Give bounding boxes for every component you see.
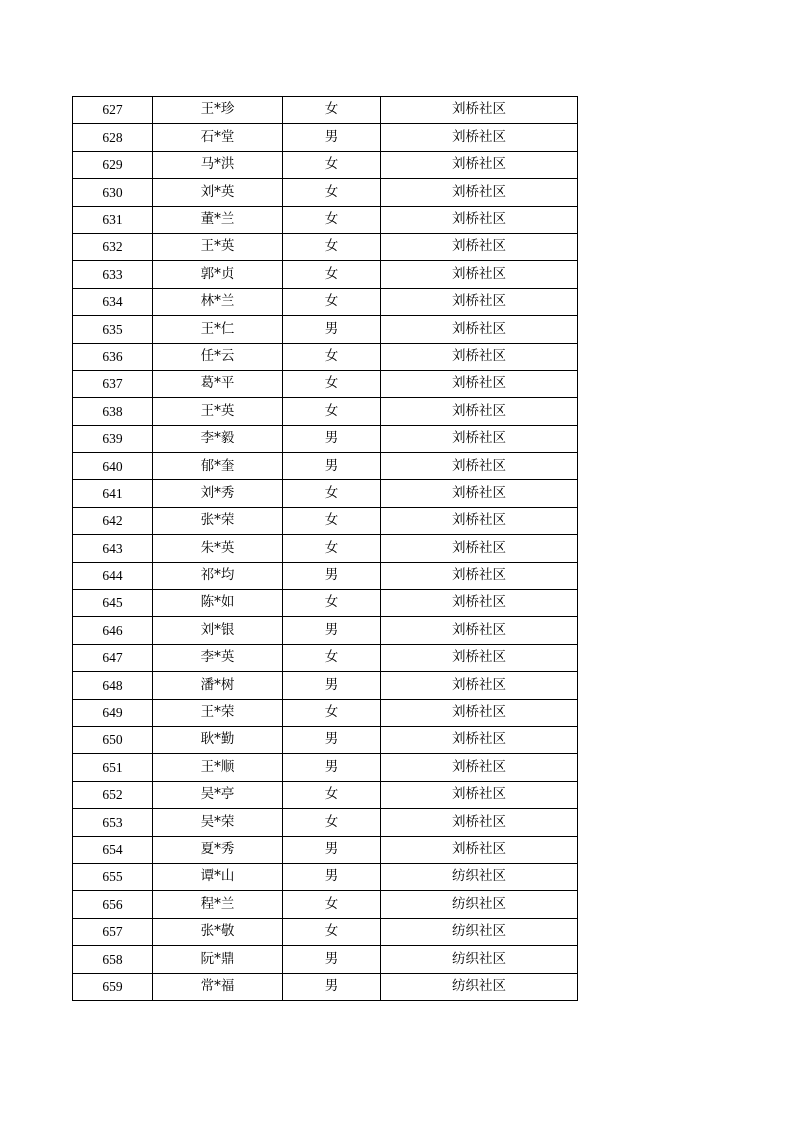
cell-community: 刘桥社区 — [381, 316, 578, 343]
cell-name: 张*荣 — [153, 507, 283, 534]
cell-community: 刘桥社区 — [381, 644, 578, 671]
cell-name: 王*荣 — [153, 699, 283, 726]
table-row — [73, 946, 578, 973]
cell-name: 吴*荣 — [153, 809, 283, 836]
cell-name: 王*仁 — [153, 316, 283, 343]
cell-community: 刘桥社区 — [381, 699, 578, 726]
cell-gender: 女 — [283, 97, 381, 124]
cell-name: 马*洪 — [153, 151, 283, 178]
table-row — [73, 891, 578, 918]
cell-name: 夏*秀 — [153, 836, 283, 863]
table-row — [73, 726, 578, 753]
cell-gender: 男 — [283, 617, 381, 644]
table-row — [73, 124, 578, 151]
cell-number: 647 — [73, 644, 153, 671]
cell-number: 651 — [73, 754, 153, 781]
cell-number: 641 — [73, 480, 153, 507]
cell-name: 郁*奎 — [153, 453, 283, 480]
cell-community: 刘桥社区 — [381, 781, 578, 808]
cell-community: 刘桥社区 — [381, 617, 578, 644]
cell-community: 刘桥社区 — [381, 453, 578, 480]
cell-community: 刘桥社区 — [381, 726, 578, 753]
table-row — [73, 507, 578, 534]
cell-gender: 女 — [283, 398, 381, 425]
table-row — [73, 672, 578, 699]
data-table — [72, 96, 578, 1001]
cell-gender: 女 — [283, 233, 381, 260]
cell-number: 655 — [73, 863, 153, 890]
cell-name: 王*顺 — [153, 754, 283, 781]
cell-name: 祁*均 — [153, 562, 283, 589]
cell-name: 刘*英 — [153, 179, 283, 206]
table-row — [73, 179, 578, 206]
cell-number: 649 — [73, 699, 153, 726]
table-row — [73, 918, 578, 945]
cell-community: 纺织社区 — [381, 946, 578, 973]
cell-number: 644 — [73, 562, 153, 589]
table-row — [73, 151, 578, 178]
cell-community: 刘桥社区 — [381, 836, 578, 863]
cell-gender: 女 — [283, 288, 381, 315]
cell-name: 王*珍 — [153, 97, 283, 124]
cell-community: 纺织社区 — [381, 973, 578, 1000]
cell-community: 刘桥社区 — [381, 562, 578, 589]
cell-community: 刘桥社区 — [381, 97, 578, 124]
cell-number: 646 — [73, 617, 153, 644]
table-body — [73, 97, 578, 1001]
cell-name: 李*毅 — [153, 425, 283, 452]
table-row — [73, 973, 578, 1000]
cell-name: 谭*山 — [153, 863, 283, 890]
cell-number: 639 — [73, 425, 153, 452]
table-row — [73, 754, 578, 781]
cell-number: 648 — [73, 672, 153, 699]
cell-community: 刘桥社区 — [381, 233, 578, 260]
cell-gender: 女 — [283, 535, 381, 562]
cell-gender: 女 — [283, 809, 381, 836]
cell-number: 633 — [73, 261, 153, 288]
cell-gender: 男 — [283, 672, 381, 699]
cell-number: 640 — [73, 453, 153, 480]
cell-community: 刘桥社区 — [381, 179, 578, 206]
table-row — [73, 97, 578, 124]
table-row — [73, 644, 578, 671]
cell-name: 刘*秀 — [153, 480, 283, 507]
cell-community: 刘桥社区 — [381, 261, 578, 288]
table-row — [73, 809, 578, 836]
cell-community: 纺织社区 — [381, 863, 578, 890]
table-row — [73, 370, 578, 397]
cell-number: 656 — [73, 891, 153, 918]
cell-gender: 女 — [283, 644, 381, 671]
cell-community: 刘桥社区 — [381, 151, 578, 178]
cell-name: 石*堂 — [153, 124, 283, 151]
table-row — [73, 206, 578, 233]
cell-number: 627 — [73, 97, 153, 124]
cell-gender: 女 — [283, 480, 381, 507]
table-row — [73, 781, 578, 808]
cell-name: 林*兰 — [153, 288, 283, 315]
cell-community: 刘桥社区 — [381, 398, 578, 425]
cell-name: 阮*鼎 — [153, 946, 283, 973]
cell-gender: 男 — [283, 425, 381, 452]
table-row — [73, 288, 578, 315]
table-row — [73, 562, 578, 589]
cell-gender: 男 — [283, 836, 381, 863]
cell-community: 刘桥社区 — [381, 425, 578, 452]
table-row — [73, 453, 578, 480]
cell-number: 632 — [73, 233, 153, 260]
table-row — [73, 535, 578, 562]
cell-gender: 男 — [283, 124, 381, 151]
cell-name: 陈*如 — [153, 590, 283, 617]
cell-community: 刘桥社区 — [381, 754, 578, 781]
cell-community: 刘桥社区 — [381, 124, 578, 151]
table-row — [73, 425, 578, 452]
cell-community: 刘桥社区 — [381, 507, 578, 534]
cell-number: 657 — [73, 918, 153, 945]
cell-gender: 女 — [283, 151, 381, 178]
cell-gender: 女 — [283, 206, 381, 233]
cell-number: 654 — [73, 836, 153, 863]
cell-gender: 男 — [283, 946, 381, 973]
cell-name: 吴*亭 — [153, 781, 283, 808]
cell-gender: 女 — [283, 891, 381, 918]
cell-name: 耿*勤 — [153, 726, 283, 753]
cell-community: 刘桥社区 — [381, 480, 578, 507]
cell-community: 刘桥社区 — [381, 590, 578, 617]
cell-number: 653 — [73, 809, 153, 836]
cell-gender: 男 — [283, 562, 381, 589]
cell-gender: 女 — [283, 590, 381, 617]
cell-name: 潘*树 — [153, 672, 283, 699]
cell-name: 刘*银 — [153, 617, 283, 644]
cell-community: 刘桥社区 — [381, 370, 578, 397]
cell-gender: 女 — [283, 699, 381, 726]
cell-gender: 女 — [283, 781, 381, 808]
cell-gender: 女 — [283, 918, 381, 945]
cell-number: 628 — [73, 124, 153, 151]
cell-name: 朱*英 — [153, 535, 283, 562]
cell-number: 650 — [73, 726, 153, 753]
cell-number: 634 — [73, 288, 153, 315]
cell-community: 刘桥社区 — [381, 288, 578, 315]
table-row — [73, 261, 578, 288]
cell-name: 常*福 — [153, 973, 283, 1000]
cell-gender: 女 — [283, 179, 381, 206]
cell-gender: 女 — [283, 370, 381, 397]
table-row — [73, 233, 578, 260]
cell-community: 纺织社区 — [381, 918, 578, 945]
cell-community: 刘桥社区 — [381, 672, 578, 699]
cell-number: 638 — [73, 398, 153, 425]
cell-name: 张*敬 — [153, 918, 283, 945]
cell-number: 631 — [73, 206, 153, 233]
table-row — [73, 863, 578, 890]
cell-community: 刘桥社区 — [381, 206, 578, 233]
cell-number: 659 — [73, 973, 153, 1000]
cell-gender: 男 — [283, 726, 381, 753]
cell-name: 郭*贞 — [153, 261, 283, 288]
cell-community: 刘桥社区 — [381, 535, 578, 562]
table-row — [73, 398, 578, 425]
table-row — [73, 343, 578, 370]
table-row — [73, 617, 578, 644]
cell-gender: 男 — [283, 316, 381, 343]
cell-name: 葛*平 — [153, 370, 283, 397]
cell-community: 刘桥社区 — [381, 343, 578, 370]
cell-name: 李*英 — [153, 644, 283, 671]
cell-name: 王*英 — [153, 233, 283, 260]
cell-gender: 男 — [283, 863, 381, 890]
cell-name: 董*兰 — [153, 206, 283, 233]
cell-number: 630 — [73, 179, 153, 206]
table-row — [73, 590, 578, 617]
cell-number: 642 — [73, 507, 153, 534]
table-row — [73, 480, 578, 507]
table-row — [73, 316, 578, 343]
cell-gender: 女 — [283, 261, 381, 288]
cell-number: 645 — [73, 590, 153, 617]
cell-number: 643 — [73, 535, 153, 562]
cell-number: 658 — [73, 946, 153, 973]
cell-name: 任*云 — [153, 343, 283, 370]
cell-gender: 女 — [283, 343, 381, 370]
cell-name: 程*兰 — [153, 891, 283, 918]
cell-gender: 女 — [283, 507, 381, 534]
cell-number: 652 — [73, 781, 153, 808]
cell-number: 629 — [73, 151, 153, 178]
cell-gender: 男 — [283, 754, 381, 781]
cell-number: 637 — [73, 370, 153, 397]
cell-name: 王*英 — [153, 398, 283, 425]
cell-gender: 男 — [283, 973, 381, 1000]
cell-gender: 男 — [283, 453, 381, 480]
cell-number: 636 — [73, 343, 153, 370]
cell-community: 刘桥社区 — [381, 809, 578, 836]
cell-number: 635 — [73, 316, 153, 343]
table-row — [73, 699, 578, 726]
table-row — [73, 836, 578, 863]
cell-community: 纺织社区 — [381, 891, 578, 918]
